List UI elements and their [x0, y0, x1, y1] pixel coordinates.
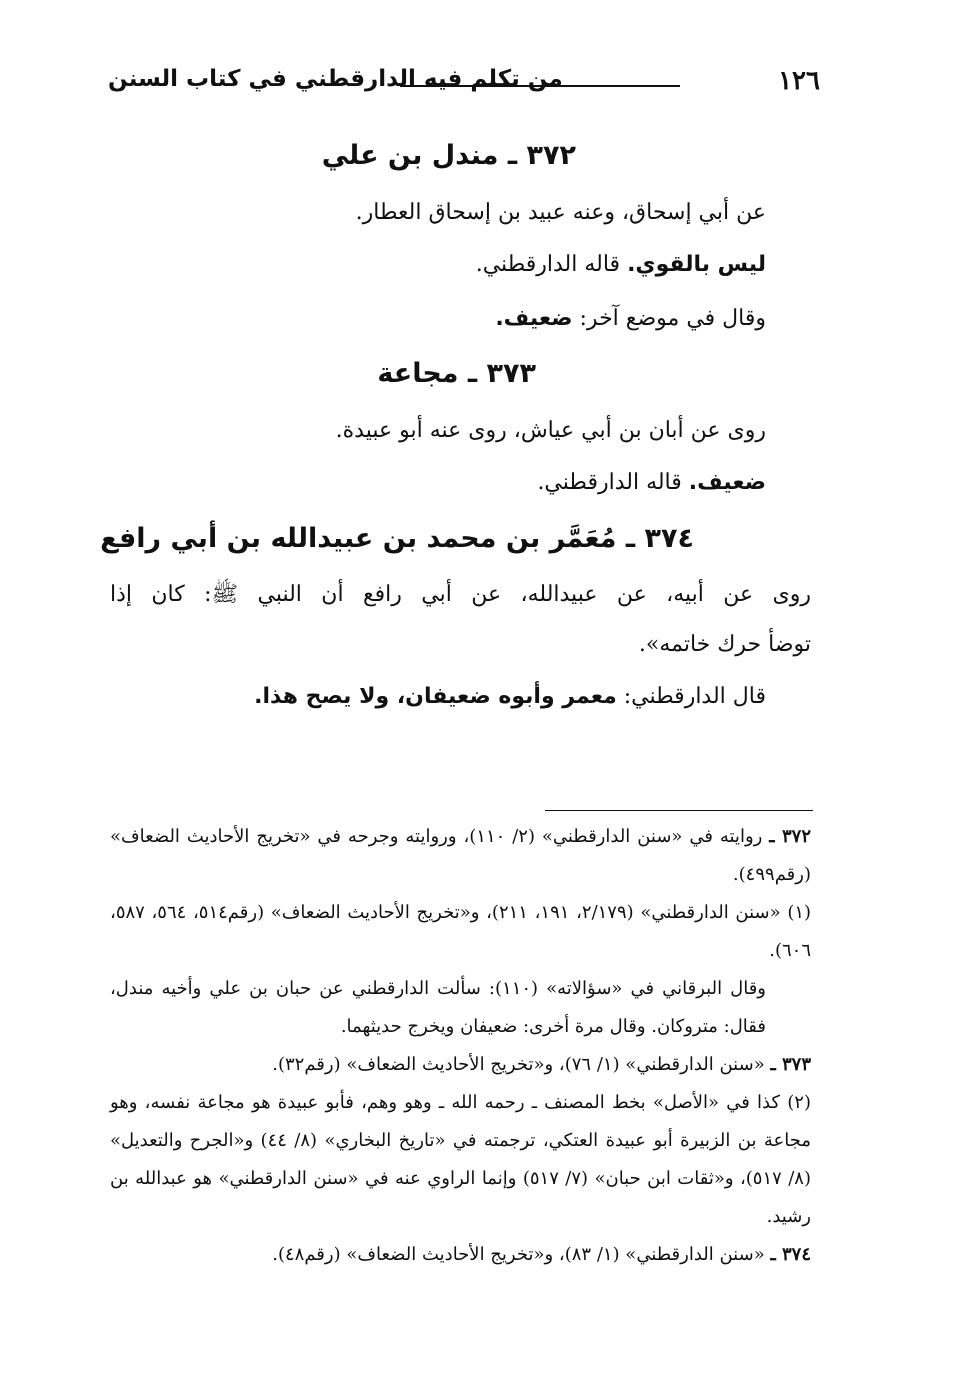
entry-372-line-2 — [476, 252, 766, 277]
entry-title-372: ٣٧٢ ـ مندل بن علي — [321, 140, 576, 171]
entry-372-verdict-2: ضعيف. — [495, 306, 573, 331]
entry-374-verdict: معمر وأبوه ضعيفان، ولا يصح هذا. — [254, 684, 617, 709]
footnote-text: روايته في «سنن الدارقطني» (٢/ ١١٠)، وروايته وجرحه في «تخريج الأحاديث الضعاف» (رقم٤٩٩). — [110, 826, 811, 885]
footnote-372 — [110, 818, 811, 894]
page-header — [100, 62, 820, 102]
entry-372-quote-intro: وقال في موضع آخر: — [572, 306, 766, 331]
footnote-374 — [110, 1236, 811, 1274]
footnote-text: «سنن الدارقطني» (٢/١٧٩، ١٩١، ٢١١)، و«تخريج الأحاديث الضعاف» (رقم٥١٤، ٥٦٤، ٥٨٧، ٦٠٦). — [110, 902, 811, 961]
entry-title-373: ٣٧٣ ـ مجاعة — [377, 358, 536, 389]
entry-372-line-3 — [495, 306, 766, 331]
footnote-2 — [110, 1084, 811, 1236]
entry-372-verdict: ليس بالقوي. — [627, 252, 766, 277]
entry-374-line-3 — [254, 684, 766, 709]
footnote-number: ٣٧٣ ـ — [770, 1054, 811, 1075]
entry-374-quote-intro: قال الدارقطني: — [616, 684, 766, 709]
footnote-number: ٣٧٢ ـ — [769, 826, 811, 847]
footnote-rule — [545, 810, 813, 811]
entry-374-line-1: روى عن أبيه، عن عبيدالله، عن أبي رافع أن النبي ﷺ: كان إذا — [110, 582, 811, 607]
footnote-number: (١) — [787, 902, 812, 923]
footnote-text: «سنن الدارقطني» (١/ ٨٣)، و«تخريج الأحاديث الضعاف» (رقم٤٨). — [272, 1244, 765, 1265]
footnote-1 — [110, 894, 811, 970]
footnote-text: «سنن الدارقطني» (١/ ٧٦)، و«تخريج الأحاديث الضعاف» (رقم٣٢). — [272, 1054, 765, 1075]
entry-374-line-2: توضأ حرك خاتمه». — [638, 632, 811, 657]
footnote-number: ٣٧٤ ـ — [770, 1244, 811, 1265]
entry-373-line-2 — [537, 470, 766, 495]
entry-372-line-1: عن أبي إسحاق، وعنه عبيد بن إسحاق العطار. — [355, 200, 766, 225]
footnote-number: (٢) — [787, 1092, 811, 1113]
entry-373-attribution: قاله الدارقطني. — [537, 470, 689, 495]
entry-title-374: ٣٧٤ ـ مُعَمَّر بن محمد بن عبيدالله بن أبي رافع — [100, 523, 694, 554]
page-number: ١٢٦ — [778, 66, 820, 96]
footnote-1-continuation — [110, 970, 766, 1046]
entry-373-verdict: ضعيف. — [688, 470, 766, 495]
footnote-373 — [110, 1046, 811, 1084]
footnote-text: وقال البرقاني في «سؤالاته» (١١٠): سألت الدارقطني عن حبان بن علي وأخيه مندل، فقال: متروكان. وقال مرة أخرى: ضعيفان ويخرج حديثهما. — [110, 978, 766, 1037]
running-title: من تكلم فيه الدارقطني في كتاب السنن — [108, 66, 563, 92]
footnote-text: كذا في «الأصل» بخط المصنف ـ رحمه الله ـ وهو وهم، فأبو عبيدة هو مجاعة نفسه، وهو مجاعة بن الزبيرة أبو عبيدة العتكي، ترجمته في «تاريخ البخاري» (٨/ ٤٤) و«الجرح والتعديل» (٨/ ٥١٧)، و«ثقات ابن حبان» (٧/ ٥١٧) وإنما الراوي عنه في «سنن الدارقطني» هو عبدالله بن رشيد. — [110, 1092, 811, 1227]
entry-372-attribution: قاله الدارقطني. — [475, 252, 628, 277]
entry-373-line-1: روى عن أبان بن أبي عياش، روى عنه أبو عبيدة. — [335, 418, 766, 443]
